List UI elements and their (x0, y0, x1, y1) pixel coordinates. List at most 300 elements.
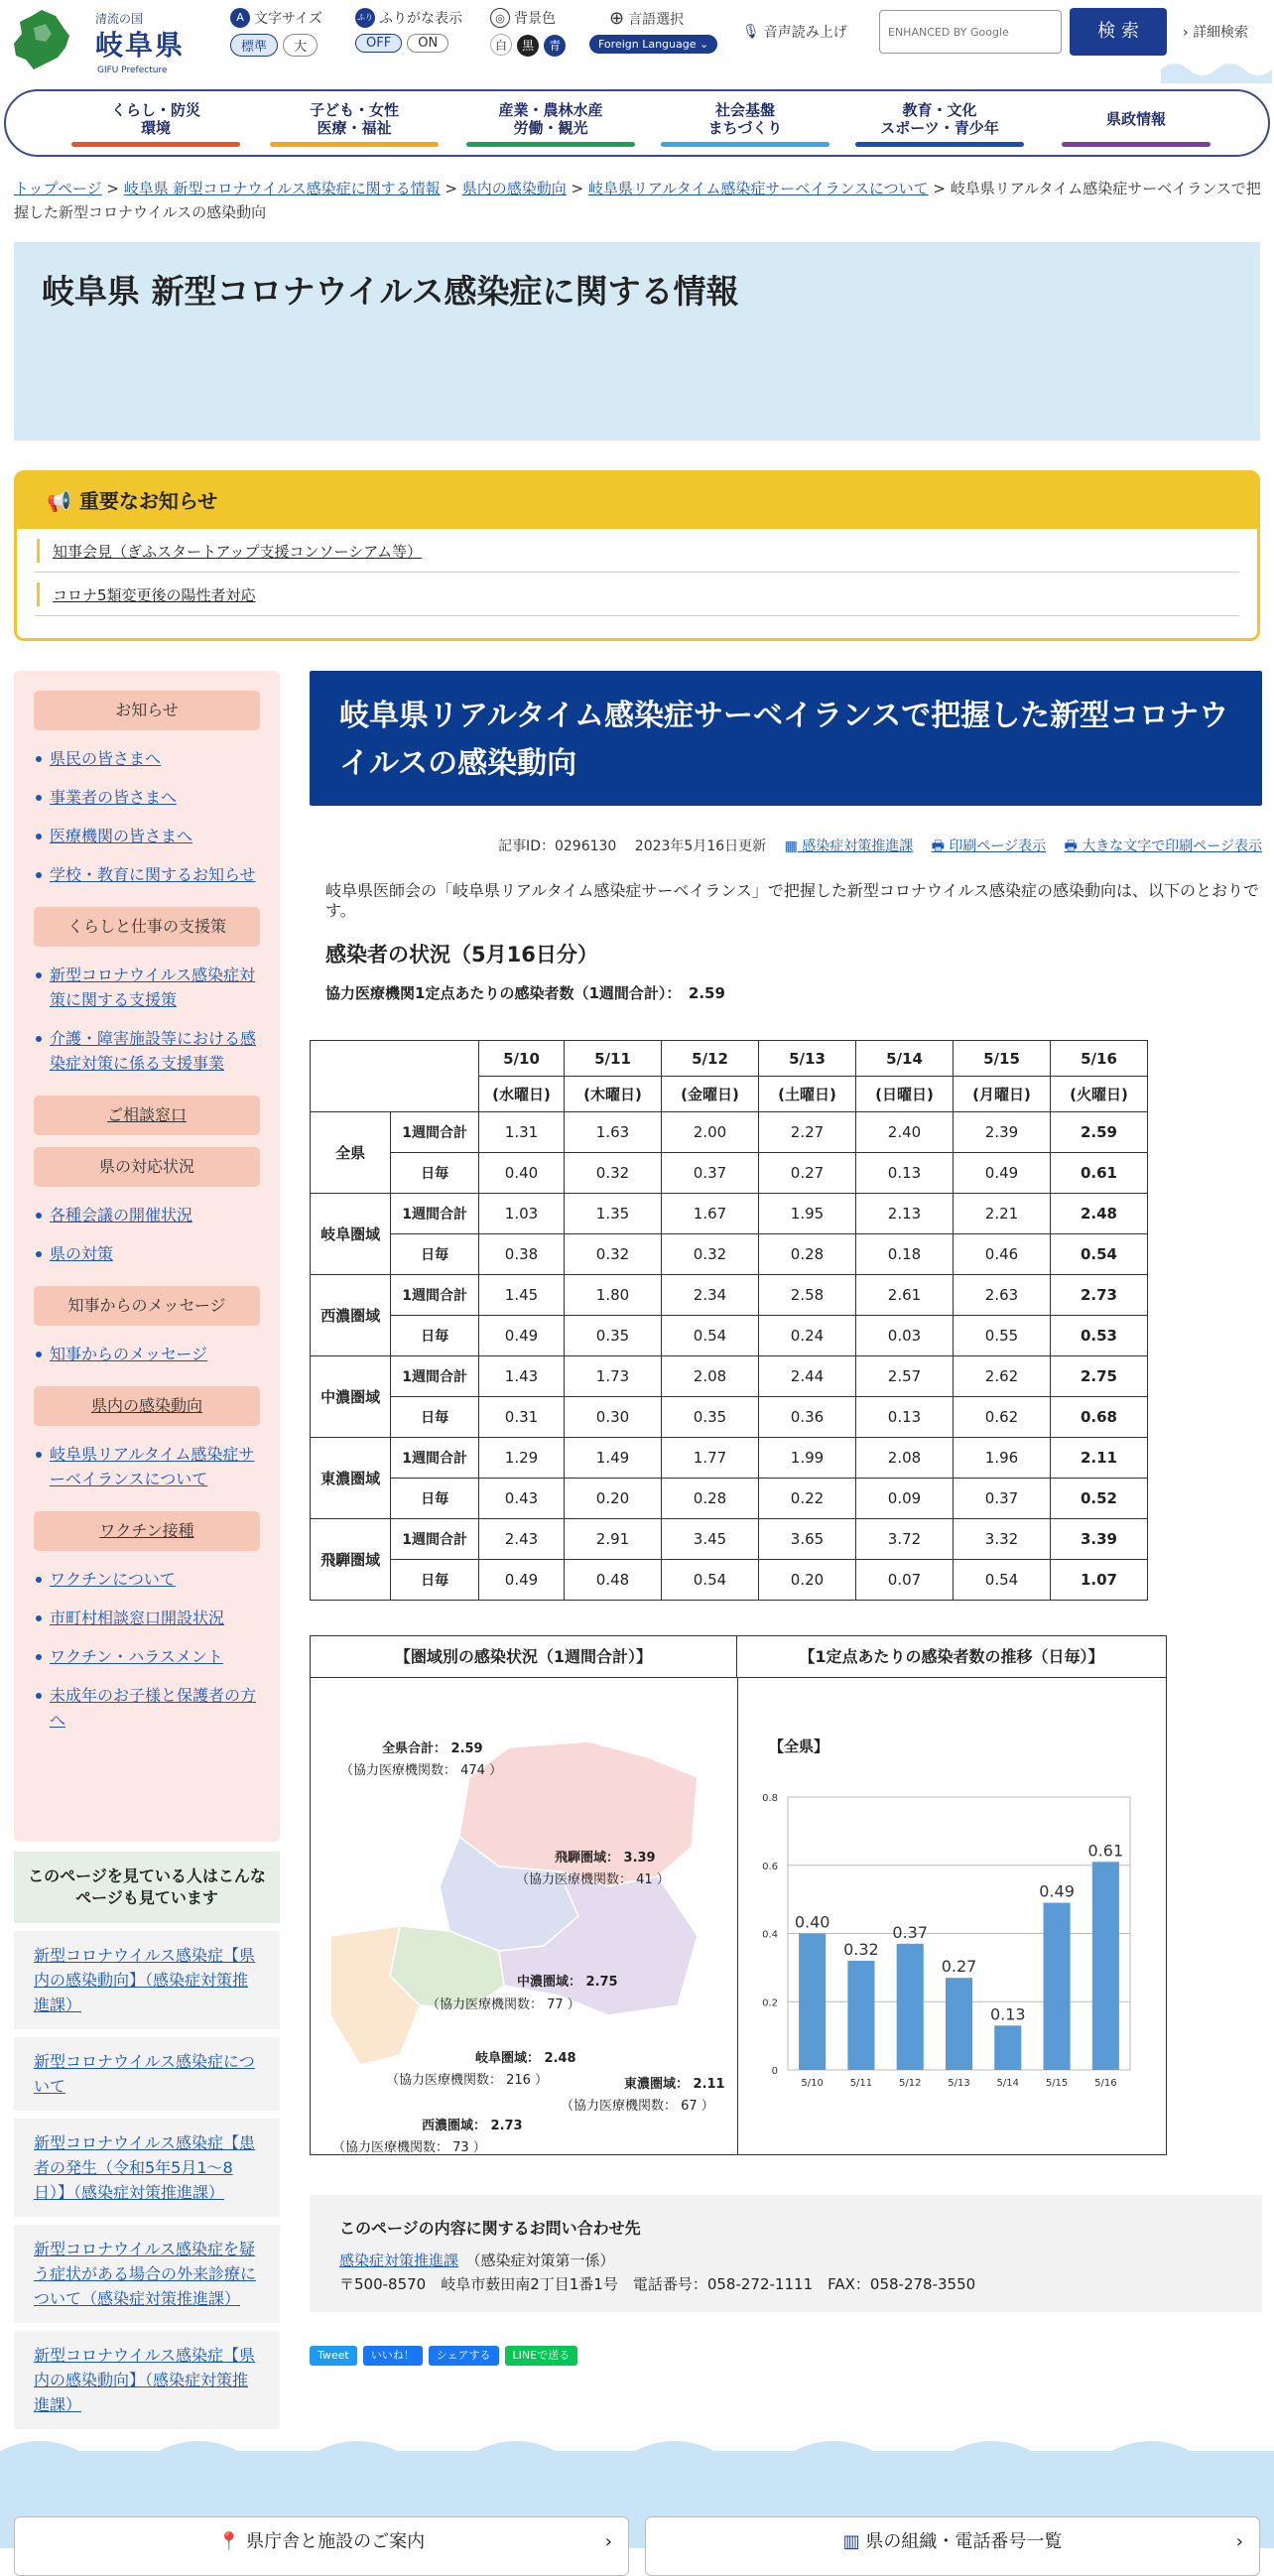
furigana-off-button[interactable]: OFF (355, 34, 402, 53)
value-cell: 2.40 (856, 1112, 954, 1153)
value-cell: 0.28 (759, 1234, 856, 1275)
dept-link[interactable]: ▦ 感染症対策推進課 (784, 838, 914, 854)
nav-label-line2: 環境 (140, 119, 171, 137)
date-header: 5/12 (662, 1041, 759, 1077)
value-cell: 0.36 (759, 1397, 856, 1438)
footer-directory-button[interactable]: ▥ 県の組織・電話番号一覧 › (645, 2516, 1260, 2576)
sidebar-list (32, 1342, 280, 1366)
intro-text: 岐阜県医師会の「岐阜県リアルタイム感染症サーベイランス」で把握した新型コロナウイルス感染症の感染動向は、以下のとおりです。 (325, 881, 1259, 920)
value-cell: 2.43 (479, 1519, 565, 1560)
notice-item[interactable]: 知事会見（ぎふスタートアップ支援コンソーシアム等） (35, 529, 1239, 573)
row-type-cell: 1週間合計 (391, 1275, 479, 1316)
value-cell: 1.45 (479, 1275, 565, 1316)
gifu-label-line2: （協力医療機関数： 216 ） (386, 2073, 549, 2088)
share-button-2[interactable]: シェアする (429, 2346, 499, 2366)
region-name-cell: 東濃圏域 (311, 1438, 391, 1519)
total-label-line1: 全県合計： 2.59 (382, 1741, 483, 1756)
related-pages (14, 1852, 280, 2414)
value-cell: 1.95 (759, 1194, 856, 1234)
value-cell: 0.55 (954, 1316, 1051, 1356)
value-cell: 2.91 (565, 1519, 662, 1560)
large-print-link[interactable]: 🖶 大きな文字で印刷ページ表示 (1064, 838, 1262, 854)
x-tick-label: 5/13 (948, 2078, 970, 2089)
value-cell: 2.08 (856, 1438, 954, 1479)
contact-heading: このページの内容に関するお問い合わせ先 (339, 2219, 641, 2238)
sidebar-heading: 県の対応状況 (34, 1147, 260, 1187)
updated-date: 2023年5月16日更新 (634, 838, 767, 854)
nav-label-line1: 社会基盤 (714, 101, 775, 119)
nav-item-3[interactable] (661, 101, 829, 147)
logo-english: GIFU Prefecture (97, 65, 168, 75)
sidebar-list (32, 746, 280, 887)
value-cell: 2.57 (856, 1356, 954, 1397)
chevron-right-icon: › (604, 2531, 612, 2552)
map-pin-icon: 📍 (217, 2531, 241, 2552)
nav-color-bar (466, 142, 635, 147)
voice-label: 音声読み上げ (763, 25, 847, 41)
x-tick-label: 5/15 (1045, 2078, 1069, 2089)
row-type-cell: 1週間合計 (391, 1519, 479, 1560)
value-cell: 1.67 (662, 1194, 759, 1234)
value-cell: 1.99 (759, 1438, 856, 1479)
x-tick-label: 5/16 (1094, 2078, 1117, 2089)
value-cell: 0.54 (662, 1560, 759, 1601)
table-row (311, 1275, 1148, 1316)
row-type-cell: 日毎 (391, 1560, 479, 1601)
table-row (311, 1234, 1148, 1275)
value-cell: 1.35 (565, 1194, 662, 1234)
sidebar-list (32, 1567, 280, 1733)
share-button-3[interactable]: LINEで送る (505, 2346, 578, 2366)
value-cell: 0.49 (479, 1316, 565, 1356)
value-cell: 2.62 (954, 1356, 1051, 1397)
wave-decoration (0, 2431, 1274, 2471)
sidebar-item[interactable]: 介護・障害施設等における感染症対策に係る支援事業 (32, 1026, 268, 1076)
total-label-line2: （協力医療機関数： 474 ） (340, 1763, 503, 1778)
nav-item-4[interactable] (855, 101, 1024, 147)
bg-black-button[interactable]: 黒 (517, 35, 539, 57)
tono-label-line2: （協力医療機関数： 67 ） (561, 2099, 714, 2114)
x-tick-label: 5/11 (849, 2078, 873, 2089)
nav-label-line1: 産業・農林水産 (498, 101, 603, 119)
sidebar-heading: くらしと仕事の支援策 (34, 907, 260, 947)
bg-color-control (490, 8, 566, 57)
value-cell: 0.53 (1051, 1316, 1148, 1356)
important-notice-box (14, 470, 1260, 641)
value-cell: 0.68 (1051, 1397, 1148, 1438)
sidebar-item[interactable]: ワクチンについて (32, 1567, 268, 1592)
related-item[interactable]: 新型コロナウイルス感染症【県内の感染動向】（感染症対策推進課） (14, 2331, 280, 2429)
related-heading: このページを見ている人はこんなページも見ています (14, 1852, 280, 1923)
weekday-header: (金曜日) (662, 1077, 759, 1112)
row-type-cell: 1週間合計 (391, 1438, 479, 1479)
nav-label-line1: くらし・防災 (110, 101, 200, 119)
per-point-value: 2.59 (688, 984, 725, 1002)
row-type-cell: 日毎 (391, 1234, 479, 1275)
value-cell: 1.49 (565, 1438, 662, 1479)
value-cell: 0.22 (759, 1479, 856, 1519)
value-cell: 0.52 (1051, 1479, 1148, 1519)
value-cell: 0.54 (954, 1560, 1051, 1601)
weekday-header: (火曜日) (1051, 1077, 1148, 1112)
nav-label-line2: 労働・観光 (513, 119, 588, 137)
bg-color-label: 背景色 (514, 11, 556, 27)
breadcrumb-current: 岐阜県リアルタイム感染症サーベイランスで把握した新型コロナウイルスの感染動向 (14, 180, 1261, 221)
nav-color-bar (71, 142, 240, 147)
table-row (311, 1153, 1148, 1194)
nav-color-bar (855, 142, 1024, 147)
tono-label-line1: 東濃圏域： 2.11 (624, 2077, 725, 2092)
hero-banner (14, 242, 1260, 441)
row-type-cell: 1週間合計 (391, 1194, 479, 1234)
value-cell: 0.49 (954, 1153, 1051, 1194)
bar (946, 1978, 972, 2070)
contact-dept-link[interactable]: 感染症対策推進課 (339, 2252, 459, 2269)
search-button[interactable]: 検 索 (1070, 8, 1167, 56)
chart-subtitle: 【全県】 (769, 1738, 829, 1755)
logo-tagline: 清流の国 (95, 12, 144, 26)
value-cell: 1.63 (565, 1112, 662, 1153)
hida-label-line1: 飛騨圏域： 3.39 (555, 1851, 656, 1866)
value-cell: 0.07 (856, 1560, 954, 1601)
sidebar-heading[interactable]: ご相談窓口 (34, 1095, 260, 1135)
table-row (311, 1519, 1148, 1560)
row-type-cell: 日毎 (391, 1316, 479, 1356)
value-cell: 2.13 (856, 1194, 954, 1234)
megaphone-icon: 📢 (47, 489, 71, 513)
date-header: 5/11 (565, 1041, 662, 1077)
region-name-cell: 飛騨圏域 (311, 1519, 391, 1601)
weekday-header: (土曜日) (759, 1077, 856, 1112)
sidebar-list (32, 1203, 280, 1266)
value-cell: 3.72 (856, 1519, 954, 1560)
value-cell: 0.20 (565, 1479, 662, 1519)
value-cell: 2.11 (1051, 1438, 1148, 1479)
x-tick-label: 5/14 (996, 2078, 1020, 2089)
row-type-cell: 1週間合計 (391, 1356, 479, 1397)
y-tick-label: 0.4 (762, 1929, 778, 1941)
value-cell: 0.31 (479, 1397, 565, 1438)
notice-header: 📢 重要なお知らせ (17, 473, 1257, 529)
value-cell: 0.43 (479, 1479, 565, 1519)
seino-label-line2: （協力医療機関数： 73 ） (332, 2140, 486, 2155)
sidebar-item[interactable]: 事業者の皆さまへ (32, 785, 268, 810)
weekday-header: (木曜日) (565, 1077, 662, 1112)
region-name-cell: 岐阜圏域 (311, 1194, 391, 1275)
value-cell: 0.49 (479, 1560, 565, 1601)
nav-color-bar (270, 142, 439, 147)
table-row (311, 1438, 1148, 1479)
sidebar-list (32, 963, 280, 1076)
table-row (311, 1397, 1148, 1438)
chuno-label-line1: 中濃圏域： 2.75 (517, 1975, 618, 1990)
hida-label-line2: （協力医療機関数： 41 ） (516, 1872, 670, 1887)
font-size-control (230, 8, 322, 57)
bar-value-label: 0.27 (941, 1957, 977, 1977)
logo-name: 岐阜県 (95, 29, 186, 62)
gifu-map-logo-icon (12, 8, 71, 71)
chart-panel-heading: 【1定点あたりの感染者数の推移（日毎）】 (737, 1636, 1166, 1678)
value-cell: 0.62 (954, 1397, 1051, 1438)
value-cell: 2.75 (1051, 1356, 1148, 1397)
sidebar-item[interactable]: 県の対策 (32, 1241, 268, 1266)
sidebar-item[interactable]: 知事からのメッセージ (32, 1342, 268, 1366)
row-type-cell: 日毎 (391, 1479, 479, 1519)
value-cell: 2.58 (759, 1275, 856, 1316)
nav-item-2[interactable] (466, 101, 635, 147)
value-cell: 0.20 (759, 1560, 856, 1601)
bar-value-label: 0.32 (843, 1940, 879, 1959)
print-link[interactable]: 🖶 印刷ページ表示 (931, 838, 1047, 854)
value-cell: 2.73 (1051, 1275, 1148, 1316)
sidebar-item[interactable]: 医療機関の皆さまへ (32, 824, 268, 848)
weekday-header: (水曜日) (479, 1077, 565, 1112)
table-row (311, 1560, 1148, 1601)
font-size-icon: A (230, 8, 250, 28)
value-cell: 0.30 (565, 1397, 662, 1438)
font-size-large-button[interactable]: 大 (283, 34, 318, 57)
value-cell: 0.32 (662, 1234, 759, 1275)
table-row (311, 1356, 1148, 1397)
sidebar-item[interactable]: 未成年のお子様と保護者の方へ (32, 1683, 268, 1733)
y-tick-label: 0.2 (762, 1997, 778, 2009)
sidebar-item[interactable]: 市町村相談窓口開設状況 (32, 1606, 268, 1630)
bar-value-label: 0.49 (1039, 1881, 1075, 1901)
global-nav (4, 89, 1270, 157)
grid-icon: ▦ (784, 838, 798, 854)
bar-value-label: 0.40 (794, 1912, 830, 1932)
value-cell: 1.80 (565, 1275, 662, 1316)
language-control (589, 8, 717, 54)
chevron-right-icon: › (1183, 25, 1189, 41)
value-cell: 0.54 (662, 1316, 759, 1356)
nav-label-line1: 教育・文化 (902, 101, 977, 119)
value-cell: 1.96 (954, 1438, 1051, 1479)
detail-search-link[interactable]: › 詳細検索 (1183, 25, 1249, 41)
sidebar-heading[interactable]: ワクチン接種 (34, 1511, 260, 1551)
date-header: 5/14 (856, 1041, 954, 1077)
site-logo[interactable] (12, 8, 200, 77)
value-cell: 0.27 (759, 1153, 856, 1194)
table-row (311, 1112, 1148, 1153)
header-wave-decoration (1161, 40, 1274, 83)
value-cell: 2.39 (954, 1112, 1051, 1153)
contact-address: 〒500-8570 岐阜市薮田南2丁目1番1号 電話番号：058-272-1111 FAX：058-278-3550 (339, 2275, 976, 2293)
value-cell: 1.29 (479, 1438, 565, 1479)
main-content (310, 671, 1262, 1003)
value-cell: 0.13 (856, 1397, 954, 1438)
value-cell: 0.03 (856, 1316, 954, 1356)
value-cell: 1.07 (1051, 1560, 1148, 1601)
table-corner-cell (311, 1041, 479, 1112)
value-cell: 2.63 (954, 1275, 1051, 1316)
value-cell: 1.31 (479, 1112, 565, 1153)
row-type-cell: 1週間合計 (391, 1112, 479, 1153)
value-cell: 0.38 (479, 1234, 565, 1275)
page-title: 岐阜県リアルタイム感染症サーベイランスで把握した新型コロナウイルスの感染動向 (310, 671, 1262, 806)
breadcrumb: トップページ > 岐阜県 新型コロナウイルス感染症に関する情報 > 県内の感染動向 > 岐阜県リアルタイム感染症サーベイランスについて > 岐阜県リアルタイム感染症サーベイランスで把握した新型コロナウイルスの感染動向 (14, 180, 1261, 221)
bar (994, 2025, 1021, 2070)
share-button-0[interactable]: Tweet (310, 2346, 357, 2366)
hero-title: 岐阜県 新型コロナウイルス感染症に関する情報 (42, 272, 739, 311)
contact-box (310, 2195, 1262, 2312)
value-cell: 2.59 (1051, 1112, 1148, 1153)
bar (1044, 1903, 1071, 2070)
charts-panel (310, 1635, 1167, 2155)
font-size-label: 文字サイズ (254, 11, 322, 27)
value-cell: 0.32 (565, 1153, 662, 1194)
sidebar-item[interactable]: 県民の皆さまへ (32, 746, 268, 771)
printer-icon: 🖶 (1064, 838, 1078, 854)
value-cell: 0.28 (662, 1479, 759, 1519)
chuno-label-line2: （協力医療機関数： 77 ） (427, 1997, 580, 2012)
date-header: 5/16 (1051, 1041, 1148, 1077)
furigana-on-button[interactable]: ON (407, 34, 448, 53)
bar (847, 1961, 874, 2070)
x-tick-label: 5/10 (801, 2078, 824, 2089)
nav-label-line1: 県政情報 (1105, 110, 1166, 128)
nav-label-line1: 子ども・女性 (309, 101, 399, 119)
bar-value-label: 0.37 (892, 1922, 929, 1942)
value-cell: 0.37 (954, 1479, 1051, 1519)
infection-table (310, 1040, 1148, 1601)
value-cell: 0.24 (759, 1316, 856, 1356)
value-cell: 1.77 (662, 1438, 759, 1479)
foreign-language-button[interactable]: Foreign Language ⌄ (589, 35, 717, 54)
breadcrumb-link-top[interactable]: トップページ (14, 180, 102, 197)
palette-icon: ◎ (490, 8, 510, 28)
share-button-1[interactable]: いいね！ (363, 2346, 423, 2366)
related-item[interactable]: 新型コロナウイルス感染症【患者の発生（令和5年5月1～8日）】（感染症対策推進課） (14, 2119, 280, 2217)
furigana-icon: ふり (355, 8, 375, 28)
value-cell: 2.44 (759, 1356, 856, 1397)
footer-facilities-button[interactable]: 📍 県庁舎と施設のご案内 › (14, 2516, 629, 2576)
related-item[interactable]: 新型コロナウイルス感染症【県内の感染動向】（感染症対策推進課） (14, 1931, 280, 2029)
value-cell: 2.08 (662, 1356, 759, 1397)
x-tick-label: 5/12 (898, 2078, 922, 2089)
value-cell: 0.46 (954, 1234, 1051, 1275)
value-cell: 0.61 (1051, 1153, 1148, 1194)
nav-item-0[interactable] (71, 101, 240, 147)
region-name-cell: 中濃圏域 (311, 1356, 391, 1438)
language-label: 言語選択 (628, 11, 685, 28)
value-cell: 0.37 (662, 1153, 759, 1194)
value-cell: 0.54 (1051, 1234, 1148, 1275)
bar-value-label: 0.13 (989, 2004, 1026, 2024)
weekday-header: (月曜日) (954, 1077, 1051, 1112)
microphone-icon: 🎙 (742, 24, 760, 40)
furigana-label: ふりがな表示 (379, 11, 462, 27)
region-name-cell: 全県 (311, 1112, 391, 1194)
nav-item-1[interactable] (270, 101, 439, 147)
breadcrumb-link-covid-info[interactable]: 岐阜県 新型コロナウイルス感染症に関する情報 (123, 180, 441, 197)
value-cell: 2.00 (662, 1112, 759, 1153)
sidebar-heading: 知事からのメッセージ (34, 1286, 260, 1326)
article-meta (310, 836, 1262, 859)
date-header: 5/10 (479, 1041, 565, 1077)
value-cell: 0.48 (565, 1560, 662, 1601)
breadcrumb-link-trend[interactable]: 県内の感染動向 (461, 180, 567, 197)
bar (1092, 1862, 1119, 2070)
value-cell: 2.61 (856, 1275, 954, 1316)
date-header: 5/13 (759, 1041, 856, 1077)
weekday-header: (日曜日) (856, 1077, 954, 1112)
sidebar-item[interactable]: 各種会議の開催状況 (32, 1203, 268, 1227)
section-title: 感染者の状況（5月16日分） (325, 943, 598, 966)
article-id: 記事ID：0296130 (498, 838, 617, 854)
sidebar-item[interactable]: 学校・教育に関するお知らせ (32, 862, 268, 887)
bar (799, 1934, 826, 2071)
chevron-right-icon: › (1235, 2531, 1243, 2552)
sidebar-item[interactable]: 新型コロナウイルス感染症対策に関する支援策 (32, 963, 268, 1012)
building-icon: ▥ (842, 2531, 860, 2552)
date-header: 5/15 (954, 1041, 1051, 1077)
nav-color-bar (661, 142, 829, 147)
font-size-standard-button[interactable]: 標準 (230, 34, 278, 57)
value-cell: 2.48 (1051, 1194, 1148, 1234)
value-cell: 2.34 (662, 1275, 759, 1316)
bg-blue-button[interactable]: 青 (544, 35, 566, 57)
sidebar-item[interactable]: ワクチン・ハラスメント (32, 1644, 268, 1669)
value-cell: 0.13 (856, 1153, 954, 1194)
value-cell: 1.73 (565, 1356, 662, 1397)
region-name-cell: 西濃圏域 (311, 1275, 391, 1356)
related-item[interactable]: 新型コロナウイルス感染症について (14, 2037, 280, 2111)
table-row (311, 1194, 1148, 1234)
seino-label-line1: 西濃圏域： 2.73 (422, 2119, 523, 2133)
site-header (0, 0, 1274, 83)
sidebar-heading: お知らせ (34, 691, 260, 730)
gifu-label-line1: 岐阜圏域： 2.48 (475, 2051, 576, 2066)
share-buttons (310, 2346, 577, 2366)
nav-item-5[interactable] (1062, 101, 1210, 147)
y-tick-label: 0.6 (762, 1861, 778, 1872)
value-cell: 3.65 (759, 1519, 856, 1560)
value-cell: 0.35 (662, 1397, 759, 1438)
value-cell: 0.32 (565, 1234, 662, 1275)
contact-section: （感染症対策第一係） (473, 2252, 615, 2269)
sidebar-item[interactable]: 岐阜県リアルタイム感染症サーベイランスについて (32, 1442, 268, 1491)
sidebar-list (32, 1442, 280, 1491)
globe-icon: ⊕ (609, 8, 625, 29)
notice-item[interactable]: コロナ5類変更後の陽性者対応 (35, 573, 1239, 616)
table-row (311, 1479, 1148, 1519)
sidebar-heading[interactable]: 県内の感染動向 (34, 1386, 260, 1426)
table-row (311, 1316, 1148, 1356)
value-cell: 1.43 (479, 1356, 565, 1397)
row-type-cell: 日毎 (391, 1397, 479, 1438)
value-cell: 2.21 (954, 1194, 1051, 1234)
nav-color-bar (1062, 142, 1210, 147)
value-cell: 2.27 (759, 1112, 856, 1153)
value-cell: 1.03 (479, 1194, 565, 1234)
breadcrumb-link-surveillance[interactable]: 岐阜県リアルタイム感染症サーベイランスについて (587, 180, 929, 197)
search-input[interactable] (879, 10, 1062, 54)
value-cell: 0.18 (856, 1234, 954, 1275)
voice-reader-button[interactable] (742, 22, 847, 42)
value-cell: 3.32 (954, 1519, 1051, 1560)
sidebar (14, 671, 280, 1842)
row-type-cell: 日毎 (391, 1153, 479, 1194)
per-point-summary: 協力医療機関1定点あたりの感染者数（1週間合計）： 2.59 (325, 984, 725, 1002)
nav-label-line2: 医療・福祉 (317, 119, 392, 137)
furigana-control (355, 8, 462, 53)
related-item[interactable]: 新型コロナウイルス感染症を疑う症状がある場合の外来診療について（感染症対策推進課） (14, 2225, 280, 2323)
daily-bar-chart (738, 1678, 1166, 2154)
bar (897, 1944, 924, 2070)
printer-icon: 🖶 (931, 838, 945, 854)
bg-white-button[interactable]: 白 (490, 34, 512, 56)
